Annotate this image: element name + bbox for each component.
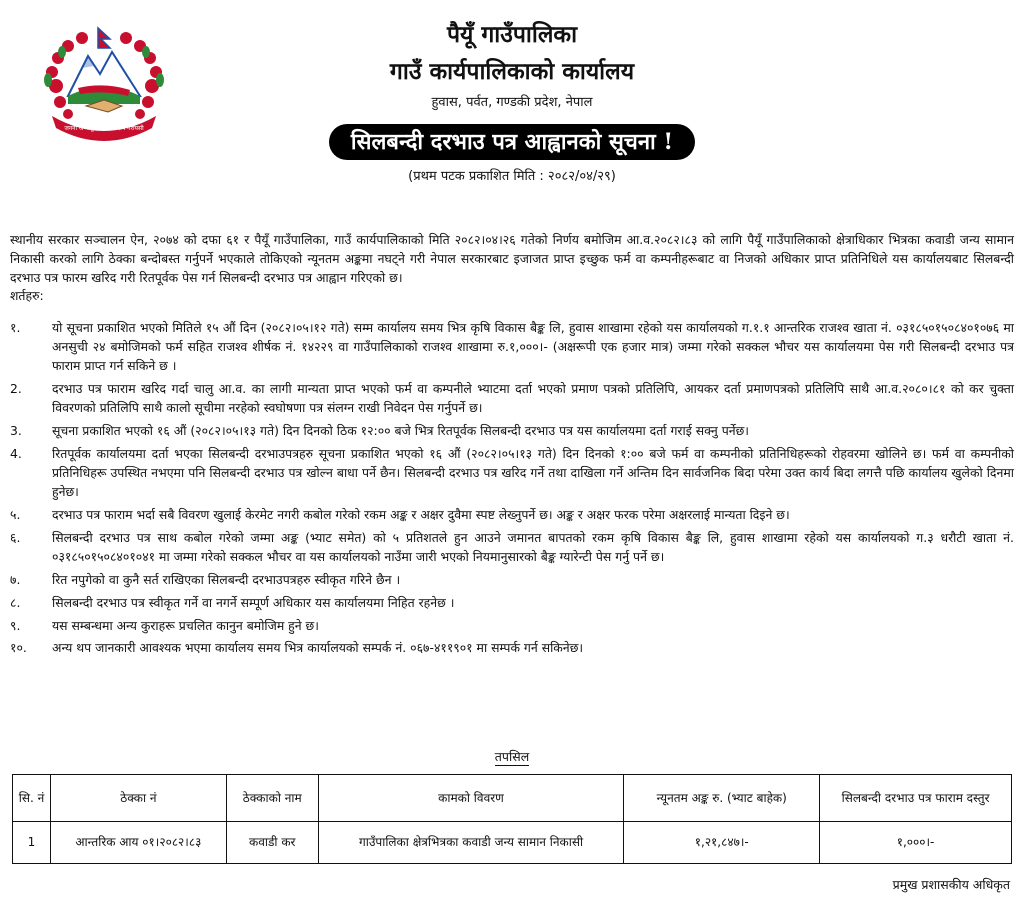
condition-item <box>10 528 1014 566</box>
intro-text: स्थानीय सरकार सञ्चालन ऐन, २०७४ को दफा ६१ र पैयूँ गाउँपालिका, गाउँ कार्यपालिकाको मिति २०८२।०४।२६ गतेको निर्णय बमोजिम आ.व.२०८२।८३ को लागि पैयूँ गाउँपालिकाको क्षेत्राधिकार भित्रका कवाडी जन्य सामान निकासी करको लागि ठेक्का बन्दोबस्त गर्नुपर्ने भएकाले तोकिएको न्यूनतम अङ्कमा नघट्ने गरी नेपाल सरकारबाट इजाजत प्राप्त इच्छुक फर्म वा कम्पनीहरूबाट वा निजको अधिकार प्राप्त प्रतिनिधिले यस कार्यालयबाट सिलबन्दी दरभाउ पत्र फारम खरिद गरी रितपूर्वक पेस गर्न सिलबन्दी दरभाउ पत्र आह्वान गरिएको छ। <box>10 232 1014 285</box>
condition-text: रित नपुगेको वा कुनै सर्त राखिएका सिलबन्दी दरभाउपत्रहरु स्वीकृत गरिने छैन । <box>52 572 401 587</box>
schedule-heading <box>0 748 1024 765</box>
condition-text: अन्य थप जानकारी आवश्यक भएमा कार्यालय समय भित्र कार्यालयको सम्पर्क नं. ०६७-४११९०१ मा सम्पर्क गर्न सकिनेछ। <box>52 640 584 656</box>
table-row <box>13 822 1012 864</box>
condition-number: ५. <box>10 507 21 523</box>
intro-paragraph <box>10 230 1014 305</box>
condition-number: 3. <box>10 423 22 439</box>
condition-item <box>10 379 1014 417</box>
condition-text: रितपूर्वक कार्यालयमा दर्ता भएका सिलबन्दी दरभाउपत्रहरु सूचना प्रकाशित भएको १६ औं (२०८२।०५।१३ गते) दिन दिनको १:०० बजे फर्म वा कम्पनीको प्रतिनिधिहरूको रोहवरमा खोलिने छ। फर्म वा कम्पनीको प्रतिनिधिहरू उपस्थित नभएमा पनि सिलबन्दी दरभाउ पत्र खोल्न बाधा पर्ने छैन। सिलबन्दी दरभाउ पत्र खरिद गर्ने तथा दाखिला गर्ने अन्तिम दिन सार्वजनिक बिदा परेमा उक्त कार्य बिदा लगत्तै पछि कार्यालय खुलेको दिनमा हुनेछ। <box>52 446 1014 500</box>
condition-item <box>10 593 1014 612</box>
condition-text: सूचना प्रकाशित भएको १६ औं (२०८२।०५।१३ गते) दिन दिनको ठिक १२:०० बजे भित्र रितपूर्वक सिलबन्दी दरभाउ पत्र यस कार्यालयमा दर्ता गराई सक्नु पर्नेछ। <box>52 423 750 439</box>
condition-item <box>10 318 1014 376</box>
condition-item <box>10 505 1014 524</box>
column-header: सि. नं <box>13 775 51 822</box>
condition-number: ६. <box>10 530 21 545</box>
condition-text: सिलबन्दी दरभाउ पत्र स्वीकृत गर्ने वा नगर्ने सम्पूर्ण अधिकार यस कार्यालयमा निहित रहनेछ । <box>52 594 455 610</box>
condition-text: सिलबन्दी दरभाउ पत्र साथ कबोल गरेको जम्मा अङ्क (भ्याट समेत) को ५ प्रतिशतले हुन आउने जमानत बापतको रकम कृषि विकास बैङ्क लि, हुवास शाखामा रहेको यस कार्यालयको ग.३ धरौटी खाता नं. ०३१८५०१५०८४०१०४१ मा जम्मा गरेको सक्कल भौचर वा यस कार्यालयको नाउँमा जारी भएको नियमानुसारको बैङ्क ग्यारेन्टी पेस गर्नु पर्ने छ। <box>52 530 1014 565</box>
conditions-list <box>10 318 1014 661</box>
publication-date: (प्रथम पटक प्रकाशित मिति : २०८२/०४/२९) <box>408 169 616 184</box>
condition-item <box>10 638 1014 657</box>
table-cell: कवाडी कर <box>226 822 318 864</box>
signatory-title: प्रमुख प्रशासकीय अधिकृत <box>892 877 1010 892</box>
condition-number: 2. <box>10 381 22 397</box>
column-header: ठेक्का नं <box>50 775 226 822</box>
table-cell: आन्तरिक आय ०१।२०८२।८३ <box>50 822 226 864</box>
municipality-name: पैयूँ गाउँपालिका <box>446 21 578 48</box>
office-address: हुवास, पर्वत, गण्डकी प्रदेश, नेपाल <box>431 95 593 110</box>
column-header: ठेक्काको नाम <box>226 775 318 822</box>
schedule-table <box>12 774 1012 864</box>
condition-number: ९. <box>10 617 21 633</box>
condition-text: दरभाउ पत्र फाराम खरिद गर्दा चालु आ.व. का लागी मान्यता प्राप्त भएको फर्म वा कम्पनीले भ्याटमा दर्ता भएको प्रमाण पत्रको प्रतिलिपि, आयकर दर्ता प्रमाणपत्रको प्रतिलिपि साथै आ.व.२०८०।८१ को कर चुक्ता विवरणको प्रतिलिपि साथै कालो सूचीमा नरहेको स्वघोषणा पत्र संलग्न राखी निवेदन पेस गर्नुपर्ने छ। <box>52 381 1014 416</box>
table-cell: गाउँपालिका क्षेत्रभित्रका कवाडी जन्य सामान निकासी <box>318 822 624 864</box>
condition-number: १०. <box>10 640 27 656</box>
column-header: सिलबन्दी दरभाउ पत्र फाराम दस्तुर <box>820 775 1012 822</box>
notice-title: सिलबन्दी दरभाउ पत्र आह्वानको सूचना ! <box>329 124 695 160</box>
condition-number: ८. <box>10 594 21 610</box>
table-cell: १,०००।- <box>820 822 1012 864</box>
column-header: न्यूनतम अङ्क रु. (भ्याट बाहेक) <box>624 775 820 822</box>
condition-item <box>10 616 1014 635</box>
table-header-row <box>13 775 1012 822</box>
condition-item <box>10 570 1014 589</box>
condition-item <box>10 444 1014 502</box>
condition-text: यो सूचना प्रकाशित भएको मितिले १५ औं दिन (२०८२।०५।१२ गते) सम्म कार्यालय समय भित्र कृषि विकास बैङ्क लि, हुवास शाखामा रहेको यस कार्यालयको ग.१.१ आन्तरिक राजश्व खाता नं. ०३१८५०१५०८४०१०७६ मा अनसुची २४ बमोजिमको फर्म सहित राजश्व शीर्षक नं. १४२२९ वा गाउँपालिकाको राजश्व शाखामा रु.१,०००।- (अक्षरूपी एक हजार मात्र) जम्मा गरेको सक्कल भौचर यस कार्यालयमा पेस गरी सिलबन्दी दरभाउ पत्र फाराम प्राप्त गर्न सकिने छ । <box>52 320 1014 374</box>
header <box>0 20 1024 186</box>
table-cell: १,२१,८४७।- <box>624 822 820 864</box>
condition-number: १. <box>10 320 21 335</box>
condition-item <box>10 421 1014 440</box>
condition-number: ७. <box>10 572 21 587</box>
schedule-heading-text: तपसिल <box>494 749 530 764</box>
emblem-motto: जननी जन्मभूमिश्च स्वर्गादपि गरीयसी <box>64 125 144 132</box>
table-cell: 1 <box>13 822 51 864</box>
condition-number: 4. <box>10 446 22 461</box>
condition-text: दरभाउ पत्र फाराम भर्दा सबै विवरण खुलाई केरमेट नगरी कबोल गरेको रकम अङ्क र अक्षर दुवैमा स्पष्ट लेख्नुपर्ने छ। अङ्क र अक्षर फरक परेमा अक्षरलाई मान्यता दिइने छ। <box>52 507 790 523</box>
office-name: गाउँ कार्यपालिकाको कार्यालय <box>389 58 635 85</box>
column-header: कामको विवरण <box>318 775 624 822</box>
conditions-heading: शर्तहरु: <box>10 288 44 303</box>
condition-text: यस सम्बन्धमा अन्य कुराहरू प्रचलित कानुन बमोजिम हुने छ। <box>52 617 319 633</box>
